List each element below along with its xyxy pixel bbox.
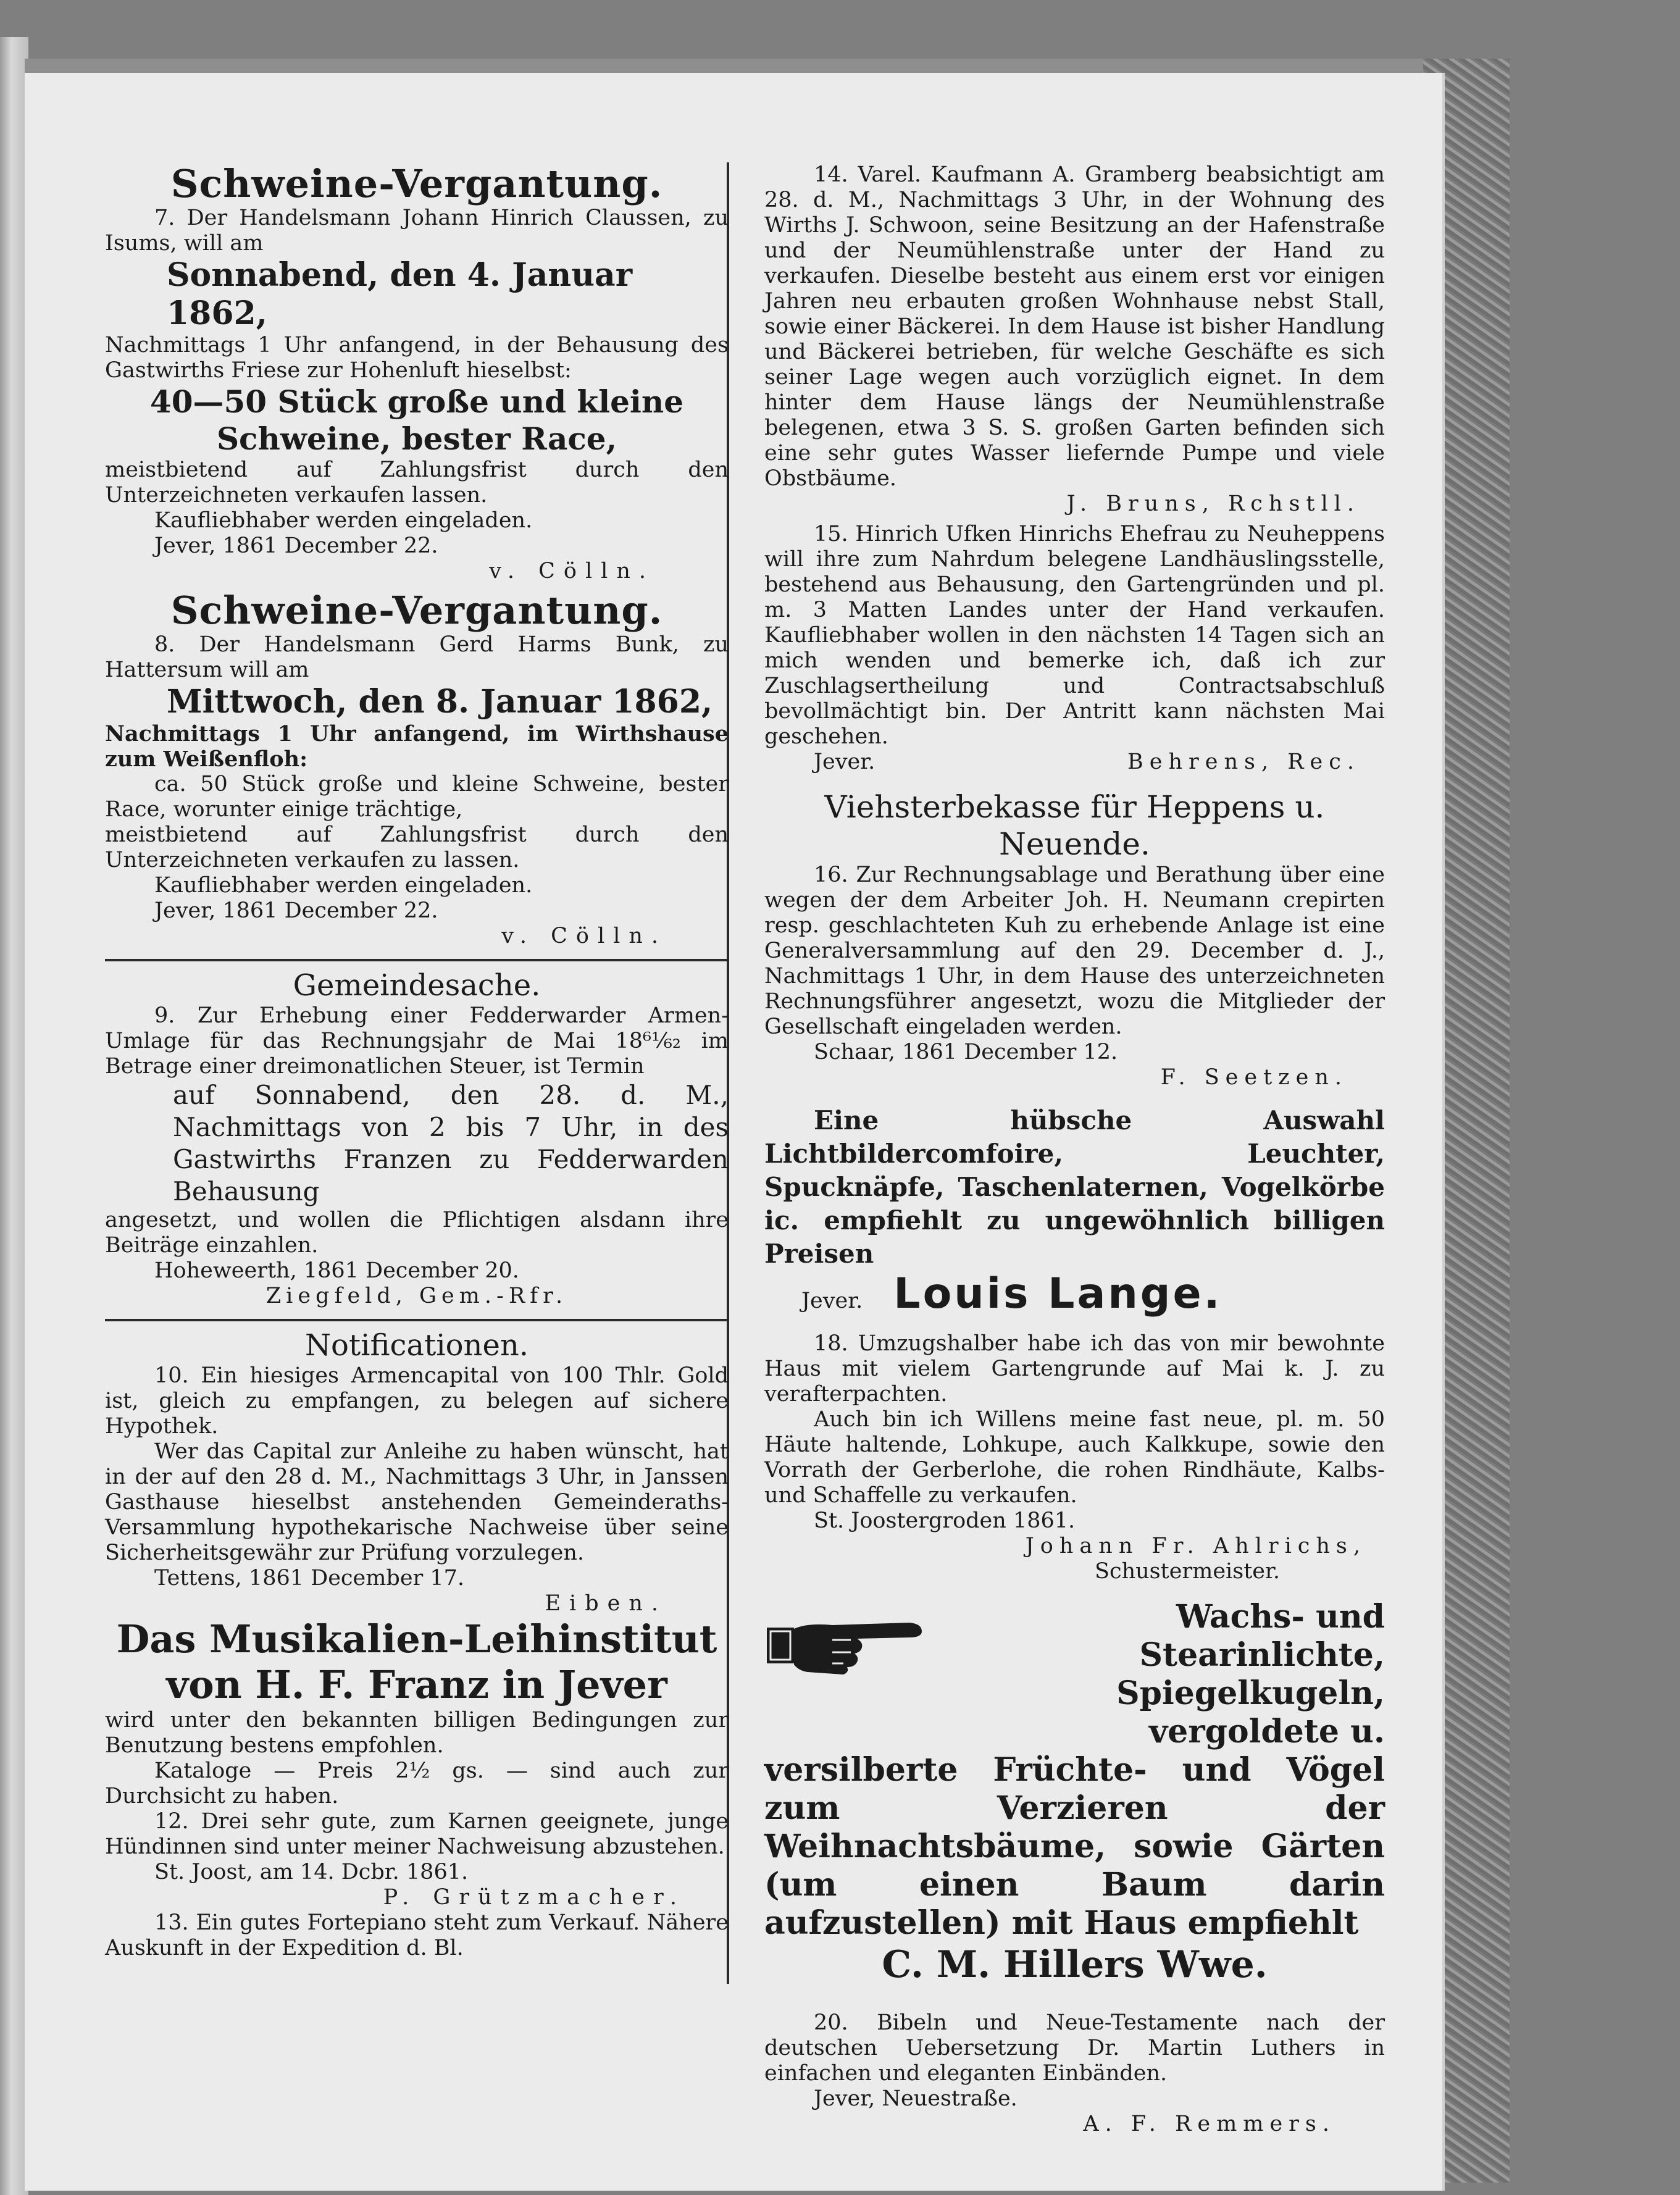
ad-20-signer: A. F. Remmers. xyxy=(1083,2112,1335,2136)
ad-19-signer: C. M. Hillers Wwe. xyxy=(882,1943,1268,1986)
ad-7-place-date: Jever, 1861 December 22. xyxy=(154,533,438,558)
ad-15-place: Jever. xyxy=(814,750,876,774)
ad-18-signer-title: Schustermeister. xyxy=(1095,1559,1280,1584)
ad-16-signer: F. Seetzen. xyxy=(1160,1065,1348,1090)
ad-17 xyxy=(764,1104,1385,1318)
ad-14 xyxy=(764,162,1385,517)
ad-7-signer: v. Cölln. xyxy=(489,559,654,583)
left-column xyxy=(105,162,729,1961)
ad-8-signer: v. Cölln. xyxy=(501,924,667,948)
ad-12-place-date: St. Joost, am 14. Dcbr. 1861. xyxy=(154,1860,469,1884)
ad-9-place-date: Hoheweerth, 1861 December 20. xyxy=(154,1258,519,1283)
ad-9-term: auf Sonnabend, den 28. d. M., Nachmittags von 2 bis 7 Uhr, in des Gastwirths Franzen zu Fedderwarden Behausung xyxy=(173,1080,729,1206)
ad-19 xyxy=(764,1598,1385,1987)
ad-12 xyxy=(105,1809,729,1910)
ad-17-signer: Louis Lange. xyxy=(893,1269,1222,1318)
ad-11-title-2: von H. F. Franz in Jever xyxy=(166,1662,667,1707)
ad-12-signer: P. Grützmacher. xyxy=(383,1885,685,1910)
ad-7-time: Nachmittags 1 Uhr anfangend, in der Behausung des Gastwirths Friese zur Hohenluft hieselbst: xyxy=(105,333,729,383)
ad-7 xyxy=(105,162,729,584)
ad-18-body-1: 18. Umzugshalber habe ich das von mir bewohnte Haus mit vielem Gartengrunde auf Mai k. J. zu verafterpachten. xyxy=(764,1331,1385,1407)
ad-13 xyxy=(105,1910,729,1961)
ad-14-body: 14. Varel. Kaufmann A. Gramberg beabsichtigt am 28. d. M., Nachmittags 3 Uhr, in der Wohnung des Wirths J. Schwoon, seine Besitzung an der Hafenstraße und der Neumühlenstraße unter der Hand zu verkaufen. Dieselbe besteht aus einem erst vor einigen Jahren neu erbauten großen Wohnhause nebst Stall, sowie einer Bäckerei. In dem Hause ist bisher Handlung und Bäckerei betrieben, für welche Geschäfte es sich seiner Lage wegen auch vorzüglich eignet. In dem hinter dem Hause längs der Neumühlenstraße belegenen, etwa 3 S. S. großen Garten befinden sich eine sehr gutes Wasser liefernde Pumpe und viele Obstbäume. xyxy=(764,162,1385,491)
ad-11-body: wird unter den bekannten billigen Bedingungen zur Benutzung bestens empfohlen. xyxy=(105,1708,729,1758)
ad-9 xyxy=(105,968,729,1309)
ad-16 xyxy=(764,788,1385,1090)
ad-8-items: ca. 50 Stück große und kleine Schweine, bester Race, worunter einige trächtige, xyxy=(105,772,729,822)
ad-10-body-2: Wer das Capital zur Anleihe zu haben wünscht, hat in der auf den 28 d. M., Nachmittags 3 Uhr, in Janssen Gasthause hieselbst anstehenden Gemeinderaths-Versammlung hypothekarische Nachweise über seine Sicherheitsgewähr zur Prüfung vorzulegen. xyxy=(105,1439,729,1565)
ad-14-signer: J. Bruns, Rchstll. xyxy=(1066,491,1360,516)
ad-8-invite: Kaufliebhaber werden eingeladen. xyxy=(154,873,533,898)
ad-18-body-2: Auch bin ich Willens meine fast neue, pl. m. 50 Häute haltende, Lohkupe, auch Kalkkupe, sowie den Vorrath der Gerberlohe, die rohen Rindhäute, Kalbs- und Schaffelle zu verkaufen. xyxy=(764,1407,1385,1508)
ad-8-place-date: Jever, 1861 December 22. xyxy=(154,898,438,923)
ad-16-title: Viehsterbekasse für Heppens u. Neuende. xyxy=(824,789,1325,862)
ad-8-terms: meistbietend auf Zahlungsfrist durch den Unterzeichneten verkaufen zu lassen. xyxy=(105,822,729,872)
ad-16-place-date: Schaar, 1861 December 12. xyxy=(814,1040,1118,1064)
ad-20-body: 20. Bibeln und Neue-Testamente nach der deutschen Uebersetzung Dr. Martin Luthers in einfachen und eleganten Einbänden. xyxy=(764,2010,1385,2086)
ad-8-date: Mittwoch, den 8. Januar 1862, xyxy=(167,683,713,721)
ad-10 xyxy=(105,1327,729,1616)
ad-11 xyxy=(105,1616,729,1809)
ad-19-body: versilberte Früchte- und Vögel zum Verzieren der Weihnachtsbäume, sowie Gärten (um einen Baum darin aufzustellen) mit Haus empfiehlt xyxy=(764,1751,1385,1942)
pointing-hand-icon xyxy=(764,1604,925,1678)
right-column xyxy=(764,162,1385,2137)
ad-17-text: Eine hübsche Auswahl Lichtbildercomfoire, Leuchter, Spucknäpfe, Taschenlaternen, Vogelkörbe ic. empfiehlt zu ungewöhnlich billigen Preisen xyxy=(764,1105,1385,1269)
ad-7-terms: meistbietend auf Zahlungsfrist durch den Unterzeichneten verkaufen lassen. xyxy=(105,458,729,508)
ad-15 xyxy=(764,522,1385,775)
ad-16-body: 16. Zur Rechnungsablage und Berathung über eine wegen der dem Arbeiter Joh. H. Neumann crepirten resp. geschlachteten Kuh zu erhebende Anlage ist eine Generalversammlung auf den 29. December d. J., Nachmittags 1 Uhr, in dem Hause des unterzeichneten Rechnungsführer angesetzt, wozu die Mitglieder der Gesellschaft eingeladen werden. xyxy=(764,863,1385,1039)
ad-7-headline-1: 40—50 Stück große und kleine xyxy=(149,383,684,420)
section-rule xyxy=(105,959,729,961)
ad-15-body: 15. Hinrich Ufken Hinrichs Ehefrau zu Neuheppens will ihre zum Nahrdum belegene Landhäuslingsstelle, bestehend aus Behausung, den Gartengründen und pl. m. 3 Matten Landes unter der Hand verkaufen. Kaufliebhaber wollen in den nächsten 14 Tagen sich an mich wenden und bemerke ich, daß ich zur Zuschlagsertheilung und Contractsabschluß bevollmächtigt bin. Der Antritt kann nächsten Mai geschehen. xyxy=(764,522,1385,749)
ad-20 xyxy=(764,2010,1385,2137)
ad-13-body: 13. Ein gutes Fortepiano steht zum Verkauf. Nähere Auskunft in der Expedition d. Bl. xyxy=(105,1910,729,1960)
ad-9-title: Gemeindesache. xyxy=(293,968,541,1003)
ad-12-body: 12. Drei sehr gute, zum Karnen geeignete, junge Hündinnen sind unter meiner Nachweisung abzustehen. xyxy=(105,1809,729,1859)
ad-8-time: Nachmittags 1 Uhr anfangend, im Wirthshause zum Weißenfloh: xyxy=(105,721,729,772)
ad-18-signer: Johann Fr. Ahlrichs, xyxy=(1025,1534,1366,1558)
ad-7-invite: Kaufliebhaber werden eingeladen. xyxy=(154,508,533,533)
ad-18-place-date: St. Joostergroden 1861. xyxy=(814,1508,1076,1533)
ad-11-catalog: Kataloge — Preis 2½ gs. — sind auch zur Durchsicht zu haben. xyxy=(105,1758,729,1808)
ad-10-title: Notificationen. xyxy=(304,1328,529,1363)
section-rule xyxy=(105,1319,729,1321)
ad-8-title: Schweine-Vergantung. xyxy=(170,588,663,633)
newspaper-page xyxy=(25,73,1445,2191)
ad-7-title: Schweine-Vergantung. xyxy=(170,161,663,206)
ad-20-place: Jever, Neuestraße. xyxy=(814,2086,1018,2111)
ad-10-signer: Eiben. xyxy=(545,1591,667,1616)
ad-10-body-1: 10. Ein hiesiges Armencapital von 100 Thlr. Gold ist, gleich zu empfangen, zu belegen auf sichere Hypothek. xyxy=(105,1363,729,1439)
ad-17-place: Jever. xyxy=(801,1289,863,1313)
ad-9-body: 9. Zur Erhebung einer Fedderwarder Armen-Umlage für das Rechnungsjahr de Mai 18⁶¹⁄₆₂ im Betrage einer dreimonatlichen Steuer, ist Termin xyxy=(105,1003,729,1079)
ad-9-signer: Ziegfeld, Gem.-Rfr. xyxy=(265,1284,568,1308)
ad-10-place-date: Tettens, 1861 December 17. xyxy=(154,1566,465,1591)
ad-9-rest: angesetzt, und wollen die Pflichtigen alsdann ihre Beiträge einzahlen. xyxy=(105,1208,729,1258)
ad-7-date: Sonnabend, den 4. Januar 1862, xyxy=(167,256,633,332)
ad-8 xyxy=(105,589,729,949)
ad-11-title-1: Das Musikalien-Leihinstitut xyxy=(116,1616,717,1662)
ad-15-signer: Behrens, Rec. xyxy=(1127,750,1360,774)
ad-18 xyxy=(764,1331,1385,1584)
ad-8-body: 8. Der Handelsmann Gerd Harms Bunk, zu Hattersum will am xyxy=(105,632,729,682)
ad-7-body: 7. Der Handelsmann Johann Hinrich Claussen, zu Isums, will am xyxy=(105,206,729,256)
ad-19-lead: Wachs- und Stearinlichte, Spiegelkugeln, vergoldete u. xyxy=(1116,1598,1385,1750)
ad-7-headline-2: Schweine, bester Race, xyxy=(216,420,617,457)
